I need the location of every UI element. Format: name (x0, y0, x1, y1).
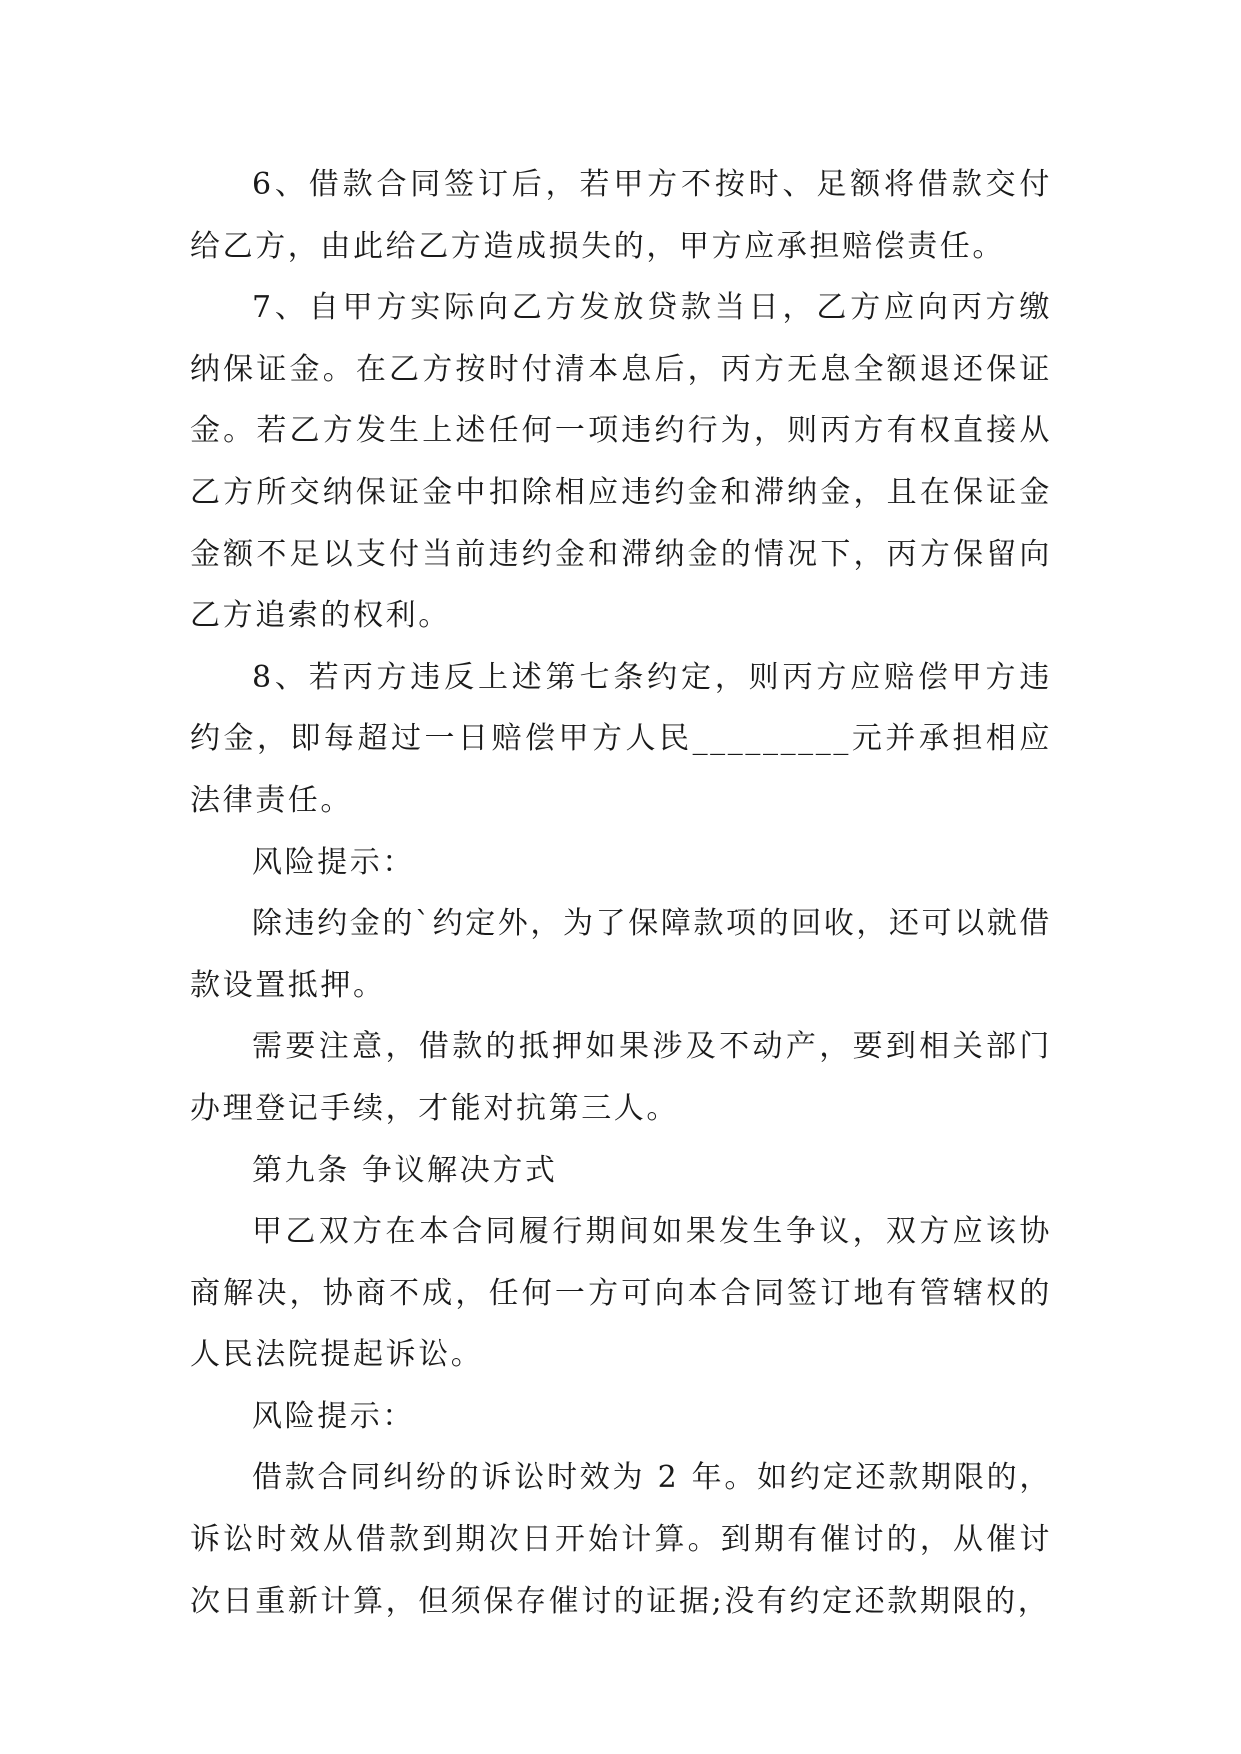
paragraph-clause-7: 7、自甲方实际向乙方发放贷款当日，乙方应向丙方缴纳保证金。在乙方按时付清本息后，丙方无息全额退还保证金。若乙方发生上述任何一项违约行为，则丙方有权直接从乙方所交纳保证金中扣除相应违约金和滞纳金，且在保证金金额不足以支付当前违约金和滞纳金的情况下，丙方保留向乙方追索的权利。 (190, 290, 1052, 634)
article-9-heading: 第九条 争议解决方式 (252, 1152, 558, 1188)
risk-note-text-3: 借款合同纠纷的诉讼时效为 2 年。如约定还款期限的，诉讼时效从借款到期次日开始计算。到期有催讨的，从催讨次日重新计算，但须保存催讨的证据;没有约定还款期限的， (190, 1460, 1052, 1619)
risk-note-heading-2: 风险提示： (252, 1398, 415, 1434)
paragraph-clause-8: 8、若丙方违反上述第七条约定，则丙方应赔偿甲方违约金，即每超过一日赔偿甲方人民_________元并承担相应法律责任。 (190, 659, 1052, 818)
risk-note-text-1: 除违约金的`约定外，为了保障款项的回收，还可以就借款设置抵押。 (190, 906, 1052, 1003)
risk-note-heading: 风险提示： (252, 844, 415, 880)
paragraph-clause-6: 6、借款合同签订后，若甲方不按时、足额将借款交付给乙方，由此给乙方造成损失的，甲方应承担赔偿责任。 (190, 167, 1052, 264)
article-9-text: 甲乙双方在本合同履行期间如果发生争议，双方应该协商解决，协商不成，任何一方可向本合同签订地有管辖权的人民法院提起诉讼。 (190, 1214, 1052, 1373)
risk-note-text-2: 需要注意，借款的抵押如果涉及不动产，要到相关部门办理登记手续，才能对抗第三人。 (190, 1029, 1052, 1126)
document-body (190, 154, 1052, 1632)
